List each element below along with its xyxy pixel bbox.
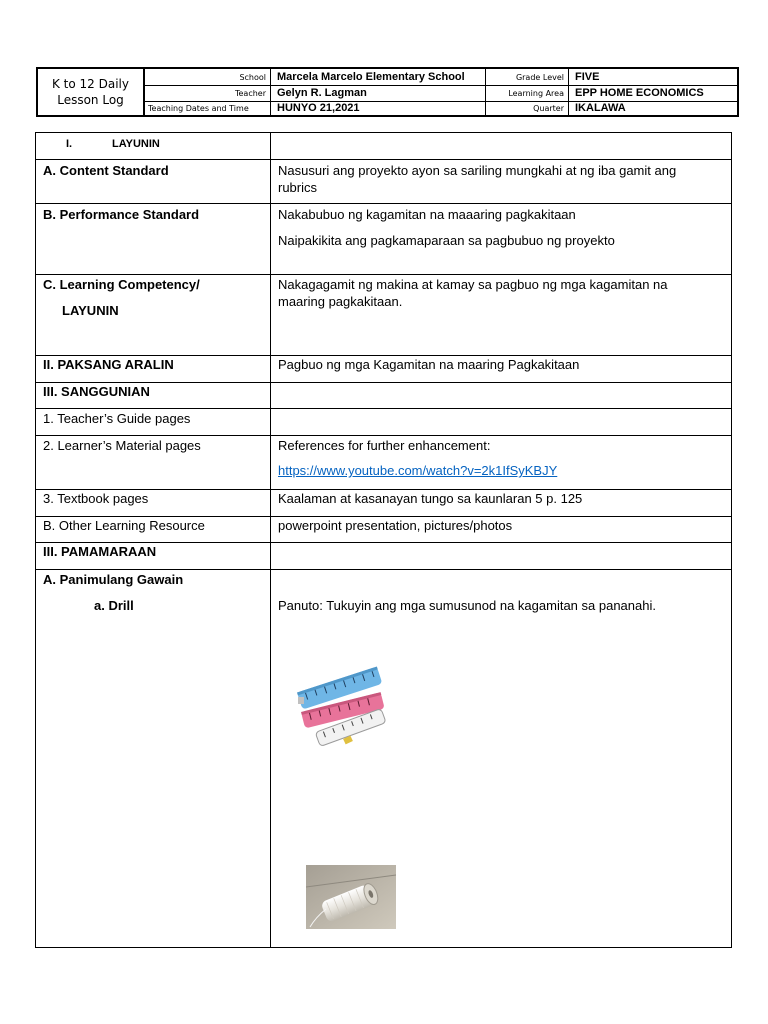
- row-divider: [36, 274, 731, 275]
- panimulang-gawain-label: A. Panimulang Gawain: [43, 572, 184, 587]
- measuring-tape-icon: [294, 659, 390, 753]
- teacher-label: Teacher: [144, 85, 271, 101]
- k12-title-cell: [38, 69, 145, 115]
- k12-title-line1: K to 12 Daily: [52, 77, 129, 91]
- sanggunian-label: III. SANGGUNIAN: [43, 384, 150, 399]
- header-row-dates: [144, 101, 737, 115]
- quarter-value: IKALAWA: [575, 102, 626, 114]
- textbook-pages-label: 3. Textbook pages: [43, 491, 149, 506]
- performance-standard-label: B. Performance Standard: [43, 207, 200, 222]
- content-standard-label: A. Content Standard: [43, 163, 169, 178]
- header-grid: [144, 69, 737, 115]
- learning-area-value: EPP HOME ECONOMICS: [575, 87, 704, 99]
- other-learning-resource-text: powerpoint presentation, pictures/photos: [278, 518, 513, 533]
- other-learning-resource-label: B. Other Learning Resource: [43, 518, 205, 533]
- row-divider: [36, 408, 731, 409]
- learning-competency-label-2: LAYUNIN: [62, 303, 119, 318]
- content-standard-text: Nasusuri ang proyekto ayon sa sariling mungkahi at ng iba gamit ang rubrics: [278, 163, 677, 195]
- row-divider: [36, 203, 731, 204]
- teacher-value: Gelyn R. Lagman: [271, 85, 486, 101]
- teaching-dates-label: Teaching Dates and Time: [144, 101, 271, 115]
- drill-instructions: Panuto: Tukuyin ang mga sumusunod na kagamitan sa pananahi.: [278, 598, 656, 613]
- school-label: School: [144, 69, 271, 85]
- row-divider: [36, 159, 731, 160]
- grade-level-value: FIVE: [575, 71, 600, 83]
- thread-spool-image: [306, 865, 396, 929]
- row-divider: [36, 569, 731, 570]
- row-divider: [36, 435, 731, 436]
- lesson-log-header: [36, 67, 739, 117]
- column-divider: [270, 133, 271, 947]
- performance-standard-text-2: Naipakikita ang pagkamaparaan sa pagbubuo ng proyekto: [278, 233, 615, 248]
- references-text: References for further enhancement:: [278, 438, 491, 453]
- teaching-dates-value: HUNYO 21,2021: [271, 101, 486, 115]
- k12-title-line2: Lesson Log: [57, 93, 124, 107]
- youtube-link[interactable]: https://www.youtube.com/watch?v=2k1IfSyKBJY: [278, 463, 558, 478]
- textbook-pages-text: Kaalaman at kasanayan tungo sa kaunlaran 5 p. 125: [278, 491, 583, 506]
- layunin-heading: LAYUNIN: [112, 138, 160, 150]
- drill-label: a. Drill: [94, 598, 134, 613]
- learners-material-label: 2. Learner’s Material pages: [43, 438, 201, 453]
- lesson-plan-table: [35, 132, 732, 948]
- learning-competency-label: C. Learning Competency/: [43, 277, 200, 292]
- measuring-tape-image: [294, 659, 390, 753]
- paksang-aralin-text: Pagbuo ng mga Kagamitan na maaring Pagkakitaan: [278, 357, 580, 372]
- header-row-teacher: [144, 85, 737, 102]
- pamamaraan-label: III. PAMAMARAAN: [43, 544, 157, 559]
- layunin-number: I.: [66, 138, 73, 150]
- paksang-aralin-label: II. PAKSANG ARALIN: [43, 357, 174, 372]
- grade-level-label: Grade Level: [486, 69, 569, 85]
- thread-spool-icon: [306, 865, 396, 929]
- teachers-guide-label: 1. Teacher’s Guide pages: [43, 411, 191, 426]
- header-row-school: [144, 69, 737, 86]
- learning-competency-text: Nakagagamit ng makina at kamay sa pagbuo ng mga kagamitan na maaring pagkakitaan.: [278, 277, 668, 309]
- learning-area-label: Learning Area: [486, 85, 569, 101]
- quarter-label: Quarter: [486, 101, 569, 115]
- performance-standard-text-1: Nakabubuo ng kagamitan na maaaring pagkakitaan: [278, 207, 576, 222]
- school-value: Marcela Marcelo Elementary School: [271, 69, 486, 85]
